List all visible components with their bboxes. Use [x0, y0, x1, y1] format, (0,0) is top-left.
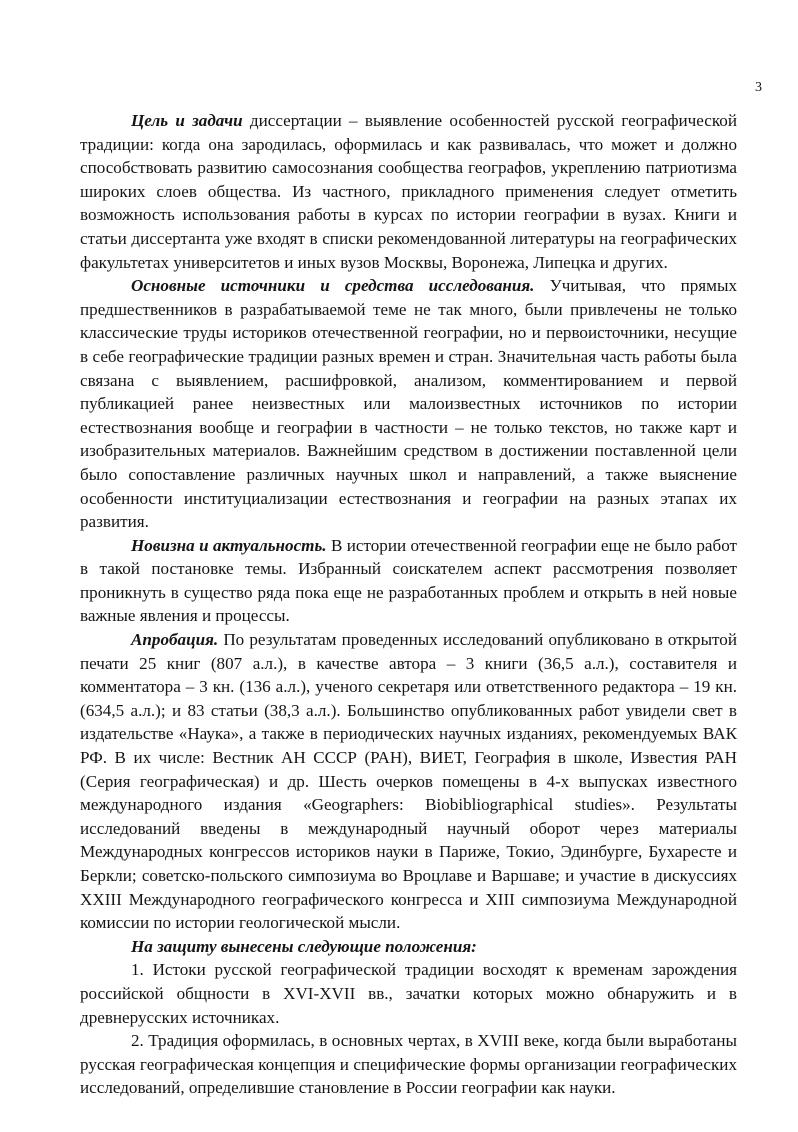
- page-number: 3: [755, 80, 762, 95]
- paragraph-goal-text: диссертации – выявление особенностей русской географической традиции: когда она зародилась, оформилась и как развивалась, что может и должно способствовать развитию самосознания сообщества географов, укреплению патриотизма широких слоев общества. Из частного, прикладного применения следует отметить возможность использования работы в курсах по истории географии в вузах. Книги и статьи диссертанта уже входят в списки рекомендованной литературы на географических факультетах университетов и иных вузов Москвы, Воронежа, Липецка и других.: [80, 111, 737, 272]
- paragraph-goal: [80, 109, 737, 274]
- paragraph-novelty-text: В истории отечественной географии еще не было работ в такой постановке темы. Избранный соискателем аспект рассмотрения позволяет проникнуть в существо ряда пока еще не разработанных проблем и открыть в ней новые важные явления и процессы.: [80, 535, 738, 626]
- paragraph-sources-text: Учитывая, что прямых предшественников в разрабатываемой теме не так много, были привлечены не только классические труды историков отечественной географии, но и первоисточники, несущие в себе географические традиции разных времен и стран. Значительная часть работы была связана с выявлением, расшифровкой, анализом, комментированием и первой публикацией ранее неизвестных или малоизвестных источников по истории естествознания вообще и географии в частности – не только текстов, но также карт и изобразительных материалов. Важнейшим средством в достижении поставленной цели было сопоставление различных научных школ и направлений, а также выяснение особенности институциализации естествознания и географии на разных этапах их развития.: [80, 276, 737, 532]
- paragraph-approbation-text: По результатам проведенных исследований опубликовано в открытой печати 25 книг (807 а.л.), в качестве автора – 3 книги (36,5 а.л.), составителя и комментатора – 3 кн. (136 а.л.), ученого секретаря или ответственного редактора – 19 кн. (634,5 а.л.); и 83 статьи (38,3 а.л.). Большинство опубликованных работ увидели свет в издательстве «Наука», а также в периодических научных изданиях, рекомендуемых ВАК РФ. В их числе: Вестник АН СССР (РАН), ВИЕТ, География в школе, Известия РАН (Серия географическая) и др. Шесть очерков помещены в 4-х выпусках известного международного издания «Geographers: Biobibliographical studies». Результаты исследований введены в международный научный оборот через материалы Международных конгрессов историков науки в Париже, Токио, Эдинбурге, Бухаресте и Беркли; советско-польского симпозиума во Вроцлаве и Варшаве; и участие в дискуссиях XXIII Международного географического конгресса и XIII симпозиума Международной комиссии по истории геологической мысли.: [80, 630, 737, 933]
- defense-heading: На защиту вынесены следующие положения:: [131, 936, 477, 956]
- defense-point-1: 1. Истоки русской географической традиции восходят к временам зарождения российской общности в XVI-XVII вв., зачатки которых можно обнаружить и в древнерусских источниках.: [80, 960, 737, 1027]
- body-text: [80, 109, 737, 1100]
- paragraph-approbation-lead: Апробация.: [131, 630, 219, 650]
- paragraph-approbation: [80, 628, 737, 935]
- paragraph-novelty-lead: Новизна и актуальность.: [131, 535, 327, 555]
- paragraph-novelty: [80, 534, 737, 628]
- paragraph-sources-lead: Основные источники и средства исследования.: [131, 276, 535, 296]
- defense-point-2: 2. Традиция оформилась, в основных чертах, в XVIII веке, когда были выработаны русская географическая концепция и специфические формы организации географических исследований, определившие становление в России географии как науки.: [80, 1031, 737, 1098]
- paragraph-goal-lead: Цель и задачи: [131, 111, 243, 130]
- paragraph-sources: [80, 274, 737, 534]
